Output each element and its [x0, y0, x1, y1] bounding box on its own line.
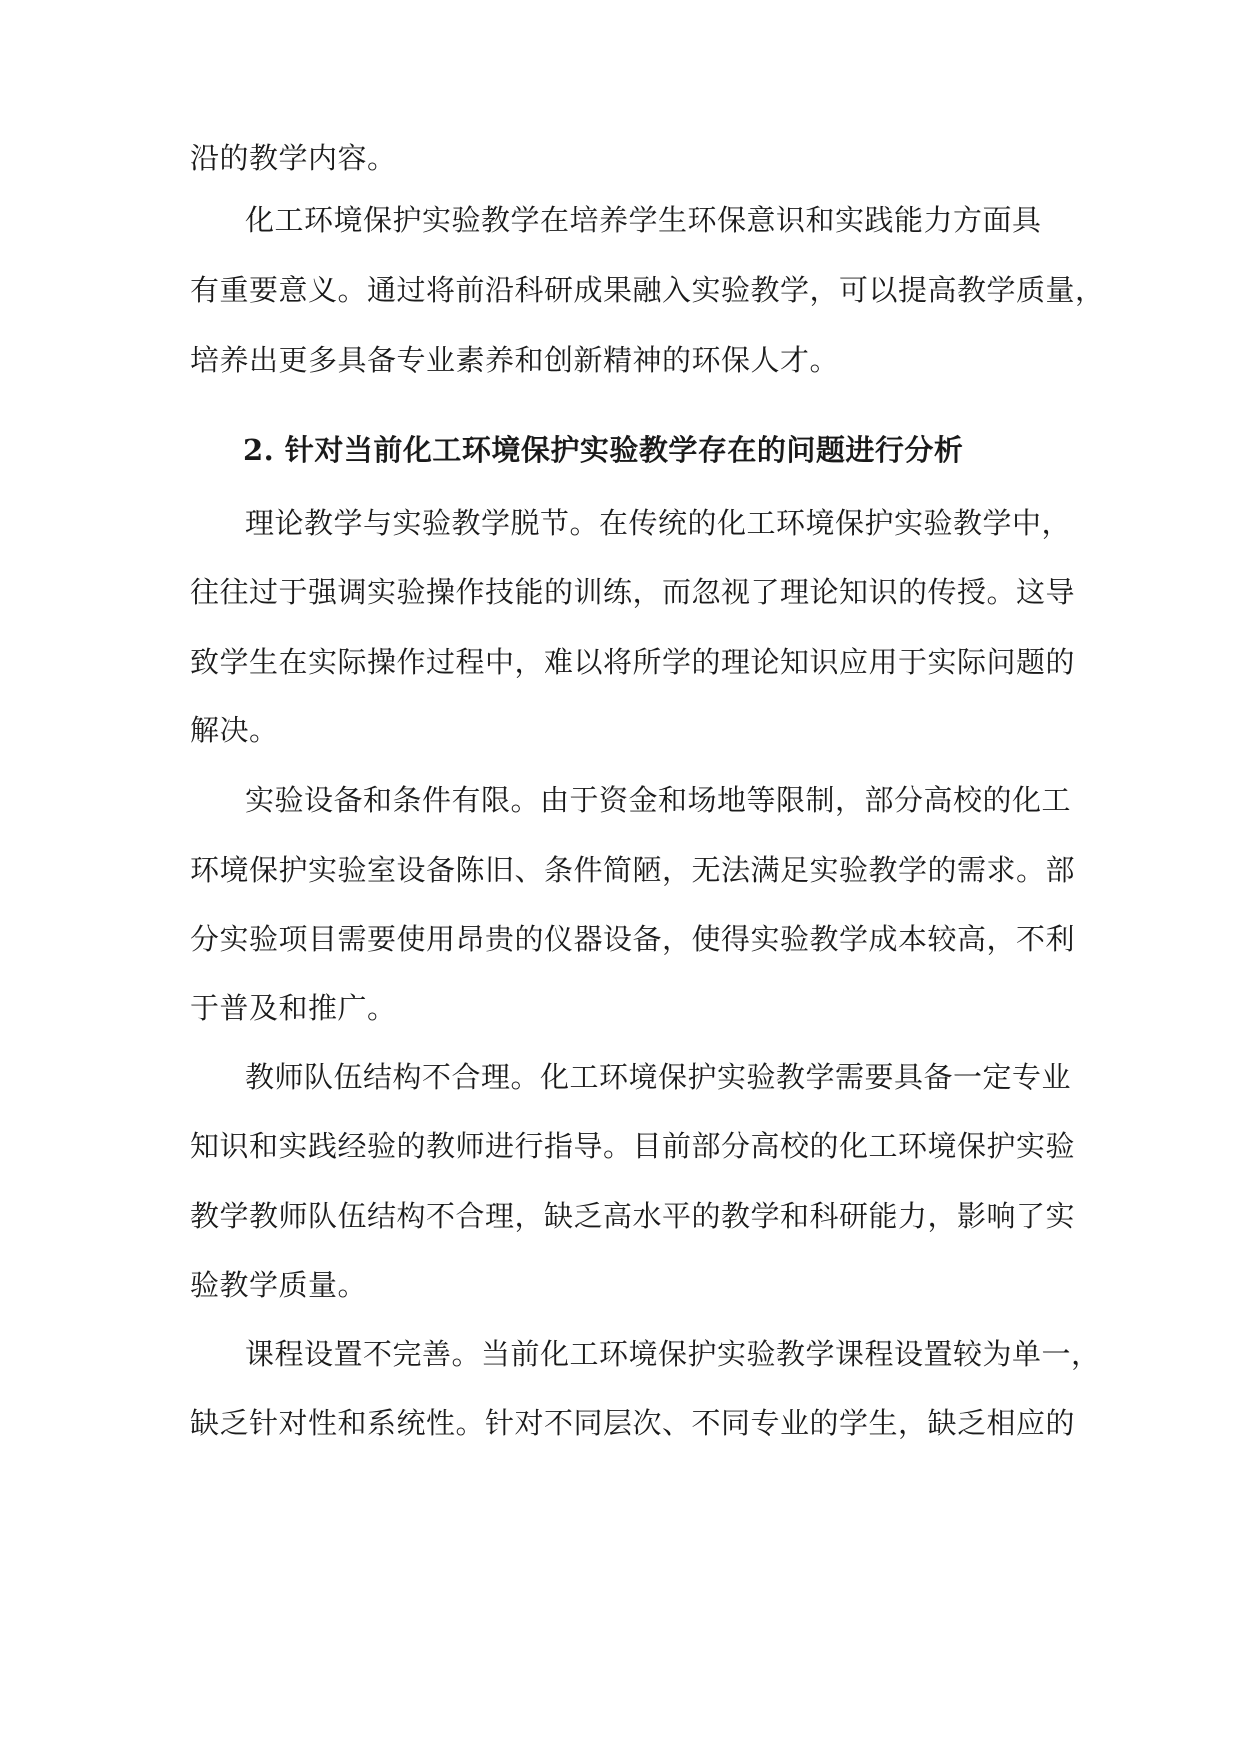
- paragraph-3-line-1: 实验设备和条件有限。由于资金和场地等限制，部分高校的化工: [245, 783, 1072, 817]
- text-line-continuation: 沿的教学内容。: [190, 141, 397, 175]
- paragraph-2-line-2: 往往过于强调实验操作技能的训练，而忽视了理论知识的传授。这导: [190, 575, 1076, 609]
- paragraph-5-line-1: 课程设置不完善。当前化工环境保护实验教学课程设置较为单一，: [245, 1337, 1101, 1371]
- section-heading: 2. 针对当前化工环境保护实验教学存在的问题进行分析: [243, 433, 964, 467]
- paragraph-3-line-2: 环境保护实验室设备陈旧、条件简陋，无法满足实验教学的需求。部: [190, 853, 1076, 887]
- paragraph-2-line-3: 致学生在实际操作过程中，难以将所学的理论知识应用于实际问题的: [190, 645, 1076, 679]
- paragraph-1-line-1: 化工环境保护实验教学在培养学生环保意识和实践能力方面具: [245, 203, 1042, 237]
- paragraph-4-line-4: 验教学质量。: [190, 1268, 368, 1302]
- paragraph-5-line-2: 缺乏针对性和系统性。针对不同层次、不同专业的学生，缺乏相应的: [190, 1406, 1076, 1440]
- paragraph-3-line-3: 分实验项目需要使用昂贵的仪器设备，使得实验教学成本较高，不利: [190, 922, 1076, 956]
- paragraph-4-line-2: 知识和实践经验的教师进行指导。目前部分高校的化工环境保护实验: [190, 1129, 1076, 1163]
- paragraph-4-line-1: 教师队伍结构不合理。化工环境保护实验教学需要具备一定专业: [245, 1060, 1072, 1094]
- paragraph-1-line-2: 有重要意义。通过将前沿科研成果融入实验教学，可以提高教学质量，: [190, 273, 1105, 307]
- paragraph-3-line-4: 于普及和推广。: [190, 991, 397, 1025]
- paragraph-2-line-1: 理论教学与实验教学脱节。在传统的化工环境保护实验教学中，: [245, 506, 1072, 540]
- paragraph-4-line-3: 教学教师队伍结构不合理，缺乏高水平的教学和科研能力，影响了实: [190, 1199, 1076, 1233]
- paragraph-1-line-3: 培养出更多具备专业素养和创新精神的环保人才。: [190, 343, 840, 377]
- paragraph-2-line-4: 解决。: [190, 713, 279, 747]
